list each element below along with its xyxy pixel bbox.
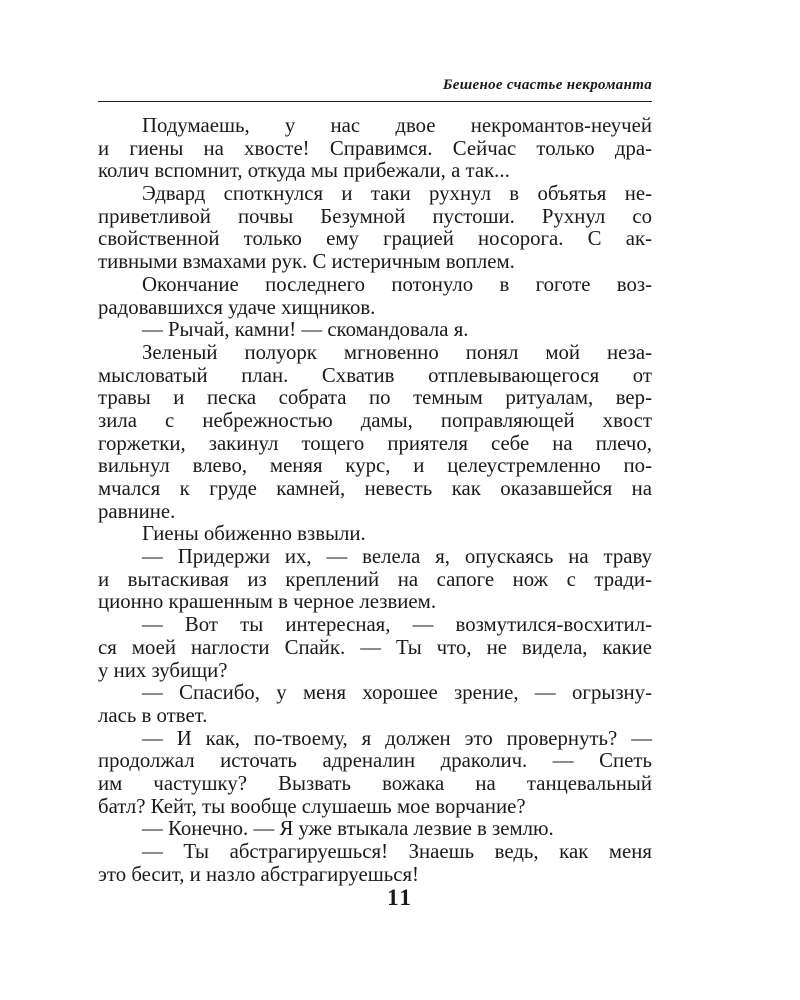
text-line: — И как, по-твоему, я должен это провернуть? — [142, 726, 652, 750]
text-line: свойственной только ему грацией носорога. С ак- [98, 227, 652, 251]
text-line: — Спасибо, у меня хорошее зрение, — огрызну- [142, 681, 652, 705]
running-header-title: Бешеное счастье некроманта [442, 77, 652, 93]
text-line: Окончание последнего потонуло в гоготе воз- [142, 272, 652, 296]
text-line: приветливой почвы Безумной пустоши. Рухнул со [98, 204, 652, 228]
text-line: равнине. [98, 499, 176, 523]
text-line: — Рычай, камни! — скомандовала я. [142, 318, 469, 342]
text-line: зила с небрежностью дамы, поправляющей хвост [98, 408, 652, 432]
text-line: батл? Кейт, ты вообще слушаешь мое ворчание? [98, 794, 526, 818]
text-line: и гиены на хвосте! Справимся. Сейчас только дра- [98, 136, 652, 160]
text-line: ся моей наглости Спайк. — Ты что, не видела, какие [98, 635, 652, 659]
text-line: радовавшихся удаче хищников. [98, 295, 376, 319]
text-line: это бесит, и назло абстрагируешься! [98, 862, 419, 886]
text-line: — Ты абстрагируешься! Знаешь ведь, как меня [142, 840, 652, 863]
text-line: — Конечно. — Я уже втыкала лезвие в землю. [142, 817, 554, 841]
text-line: тивными взмахами рук. С истеричным воплем. [98, 250, 515, 274]
text-line: вильнул влево, меняя курс, и целеустремленно по- [98, 454, 652, 478]
text-line: и вытаскивая из креплений на сапоге нож с тради- [98, 567, 652, 591]
body-text [98, 115, 652, 886]
text-line: — Вот ты интересная, — возмутился-восхитил- [142, 613, 652, 637]
header-divider [98, 101, 652, 102]
text-line: продолжал источать адреналин драколич. — Спеть [98, 749, 652, 773]
text-line: мысловатый план. Схватив отплевывающегося от [98, 363, 652, 387]
text-line: мчался к груде камней, невесть как оказавшейся на [98, 477, 652, 500]
text-line: колич вспомнит, откуда мы прибежали, а так... [98, 159, 510, 183]
text-line: Подумаешь, у нас двое некромантов-неучей [142, 114, 652, 137]
text-line: им частушку? Вызвать вожака на танцевальный [98, 771, 652, 795]
text-line: Эдвард споткнулся и таки рухнул в объятья не- [142, 182, 652, 206]
text-line: лась в ответ. [98, 703, 208, 727]
text-line: Зеленый полуорк мгновенно понял мой неза- [142, 340, 652, 364]
text-line: — Придержи их, — велела я, опускаясь на траву [142, 545, 652, 569]
page-number: 11 [387, 885, 413, 910]
text-line: Гиены обиженно взвыли. [142, 522, 366, 546]
text-line: травы и песка собрата по темным ритуалам, вер- [98, 386, 652, 410]
text-line: ционно крашенным в черное лезвием. [98, 590, 437, 614]
text-line: у них зубищи? [98, 658, 228, 682]
text-line: горжетки, закинул тощего приятеля себе на плечо, [98, 431, 652, 455]
